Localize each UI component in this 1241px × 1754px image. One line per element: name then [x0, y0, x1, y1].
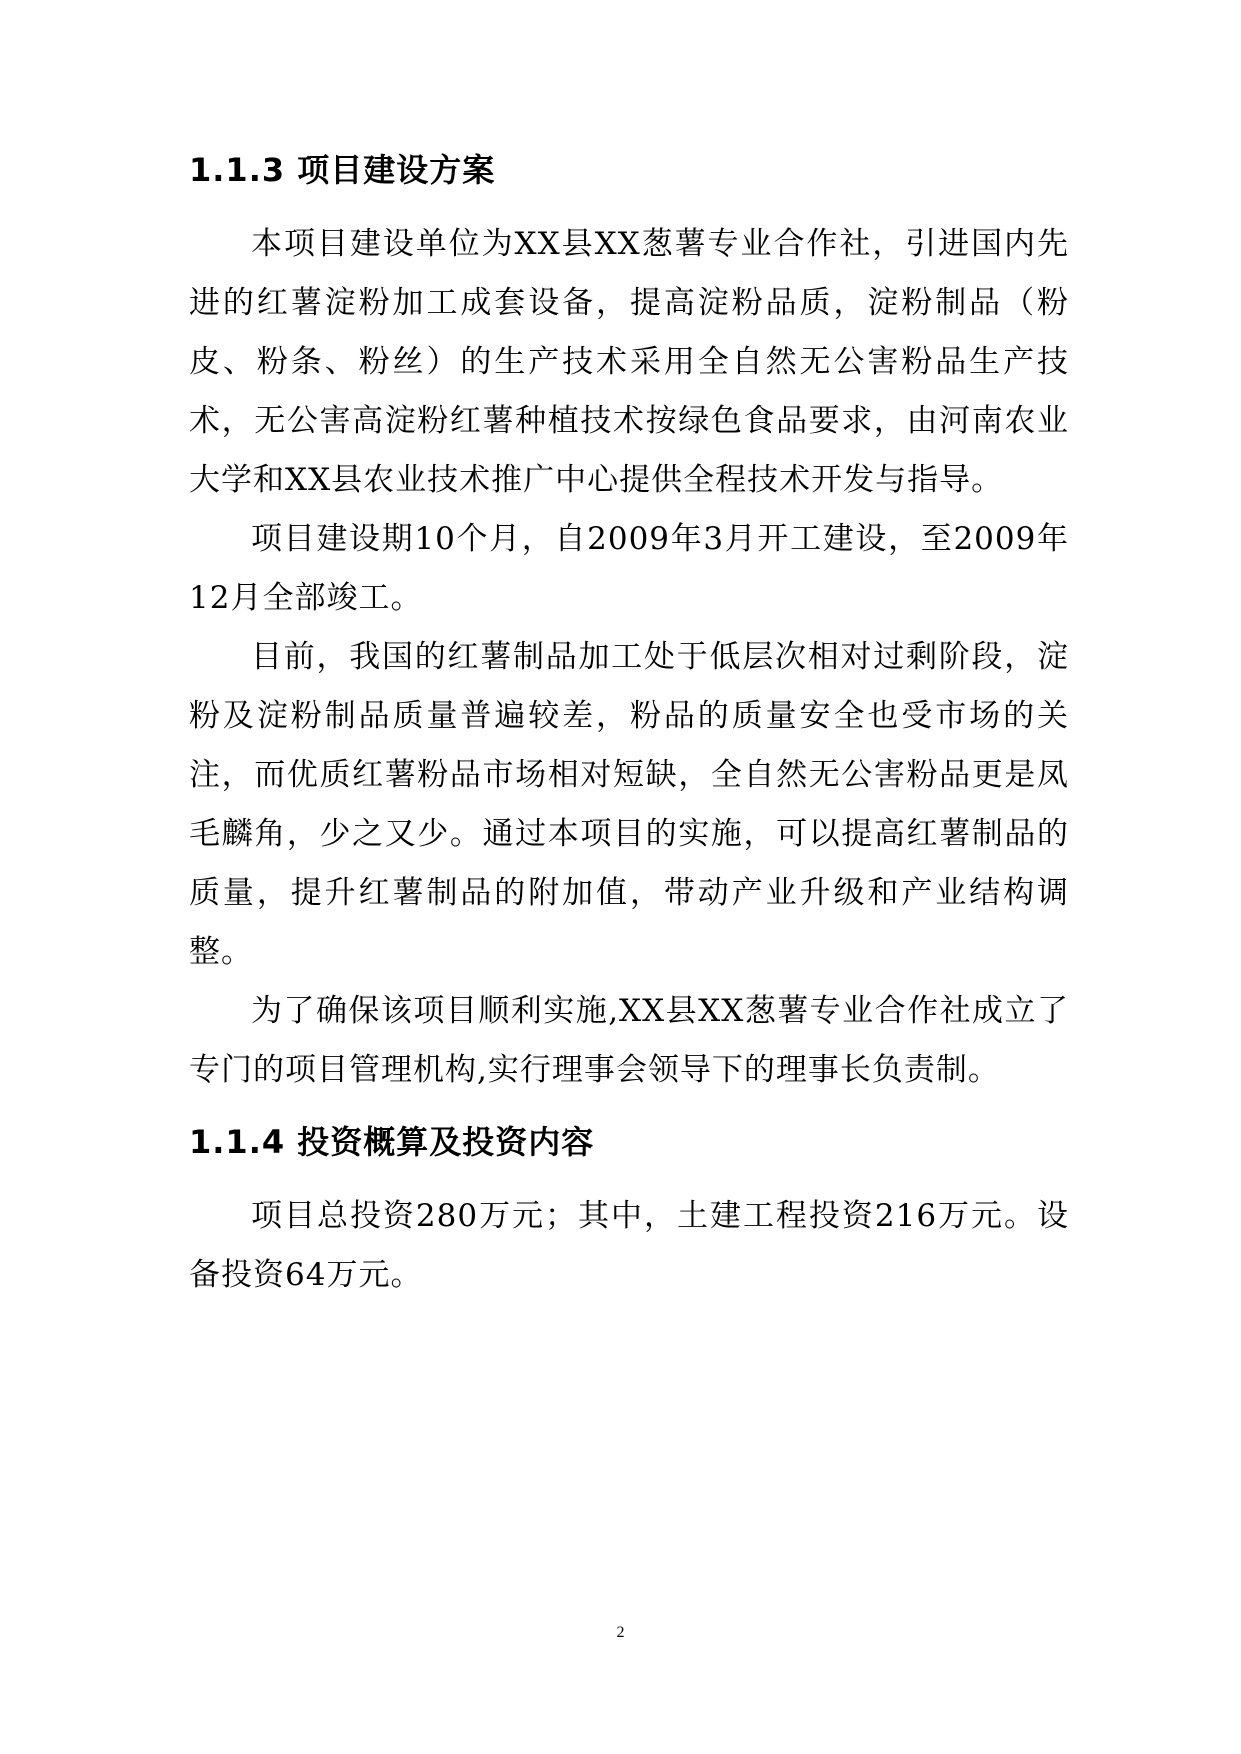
paragraph-construction-period: 项目建设期10个月，自2009年3月开工建设，至2009年12月全部竣工。: [189, 521, 1069, 616]
document-body: [189, 150, 1069, 1305]
paragraph-construction-unit: 本项目建设单位为XX县XX葱薯专业合作社，引进国内先进的红薯淀粉加工成套设备，提高淀粉品质，淀粉制品（粉皮、粉条、粉丝）的生产技术采用全自然无公害粉品生产技术，无公害高淀粉红薯种植技术按绿色食品要求，由河南农业大学和XX县农业技术推广中心提供全程技术开发与指导。: [189, 226, 1069, 498]
paragraph-investment: 项目总投资280万元；其中，土建工程投资216万元。设备投资64万元。: [189, 1198, 1069, 1293]
page-number: 2: [616, 1624, 625, 1641]
section-heading-1-1-4: 1.1.4 投资概算及投资内容: [189, 1123, 595, 1161]
paragraph-management: 为了确保该项目顺利实施,XX县XX葱薯专业合作社成立了专门的项目管理机构,实行理事会领导下的理事长负责制。: [189, 993, 1069, 1088]
paragraph-industry-status: 目前，我国的红薯制品加工处于低层次相对过剩阶段，淀粉及淀粉制品质量普遍较差，粉品的质量安全也受市场的关注，而优质红薯粉品市场相对短缺，全自然无公害粉品更是凤毛麟角，少之又少。通过本项目的实施，可以提高红薯制品的质量，提升红薯制品的附加值，带动产业升级和产业结构调整。: [189, 639, 1069, 970]
section-heading-1-1-3: 1.1.3 项目建设方案: [189, 151, 496, 189]
